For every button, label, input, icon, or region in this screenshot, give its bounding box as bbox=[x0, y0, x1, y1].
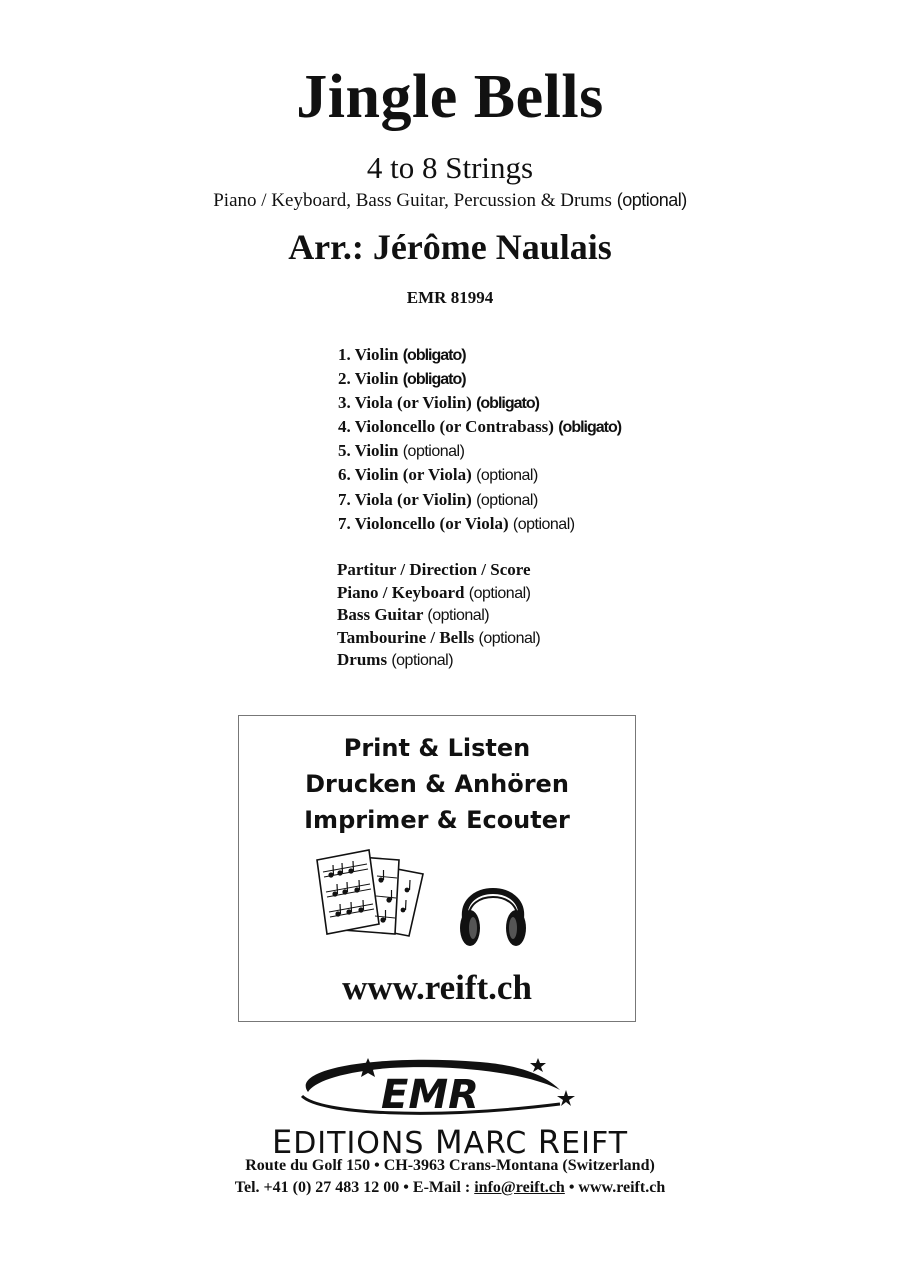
part-item bbox=[338, 391, 621, 415]
part-status: (obligato) bbox=[402, 371, 466, 389]
promo-line-german: Drucken & Anhören bbox=[305, 770, 569, 798]
part-name: 6. Violin (or Viola) bbox=[338, 465, 477, 485]
emr-logo bbox=[230, 1050, 590, 1122]
extra-part-status: (optional) bbox=[427, 607, 490, 625]
part-item bbox=[338, 343, 621, 367]
extra-part-status: (optional) bbox=[478, 629, 541, 647]
extra-part-name: Piano / Keyboard bbox=[337, 582, 469, 602]
headphones-icon bbox=[457, 868, 529, 952]
parts-list bbox=[338, 343, 621, 536]
extra-part-item bbox=[337, 604, 540, 627]
promo-line-english: Print & Listen bbox=[343, 734, 531, 762]
part-status: (optional) bbox=[476, 467, 538, 485]
catalog-number: EMR 81994 bbox=[406, 288, 494, 307]
part-item bbox=[338, 512, 621, 536]
promo-line-french: Imprimer & Ecouter bbox=[304, 806, 570, 834]
promo-url[interactable]: www.reift.ch bbox=[342, 968, 532, 1007]
part-item bbox=[338, 439, 621, 463]
part-status: (obligato) bbox=[476, 395, 539, 413]
publisher-address: Route du Golf 150 • CH-3963 Crans-Montana (Switzerland) bbox=[245, 1157, 655, 1174]
arranger: Arr.: Jérôme Naulais bbox=[288, 227, 612, 267]
page-title: Jingle Bells bbox=[296, 63, 604, 131]
extra-part-item bbox=[337, 582, 540, 605]
extras-list bbox=[337, 559, 540, 672]
extra-part-item bbox=[337, 649, 540, 672]
extra-part-status: (optional) bbox=[391, 652, 454, 670]
print-listen-box[interactable] bbox=[238, 715, 636, 1022]
part-name: 4. Violoncello (or Contrabass) bbox=[338, 417, 559, 437]
part-status: (obligato) bbox=[558, 419, 622, 437]
part-name: 5. Violin bbox=[338, 441, 403, 461]
extra-part-item bbox=[337, 559, 540, 582]
extra-part-status: (optional) bbox=[468, 584, 531, 602]
part-status: (obligato) bbox=[402, 347, 466, 364]
extra-part-item bbox=[337, 627, 540, 650]
extra-part-name: Bass Guitar bbox=[337, 605, 428, 625]
part-status: (optional) bbox=[476, 491, 538, 509]
instrumentation-note: (optional) bbox=[616, 190, 687, 210]
emr-logo-text: EMR bbox=[381, 1072, 479, 1118]
email-link[interactable]: info@reift.ch bbox=[474, 1179, 565, 1196]
publisher-name: EDITIONS MARC REIFT bbox=[271, 1123, 629, 1161]
extra-part-name: Tambourine / Bells bbox=[337, 627, 479, 647]
subtitle: 4 to 8 Strings bbox=[366, 150, 534, 185]
part-name: 7. Violoncello (or Viola) bbox=[338, 513, 513, 533]
sheet-music-icon bbox=[313, 846, 441, 942]
part-name: 2. Violin bbox=[338, 369, 403, 389]
part-item bbox=[338, 488, 621, 512]
publisher-contact: Tel. +41 (0) 27 483 12 00 • E-Mail : info@reift.ch • www.reift.ch bbox=[234, 1179, 666, 1196]
instrumentation-text: Piano / Keyboard, Bass Guitar, Percussion & Drums bbox=[213, 190, 617, 211]
part-item bbox=[338, 463, 621, 487]
part-status: (optional) bbox=[512, 515, 575, 533]
extra-part-name: Drums bbox=[337, 650, 392, 670]
instrumentation bbox=[0, 190, 900, 212]
part-item bbox=[338, 415, 621, 439]
extra-part-name: Partitur / Direction / Score bbox=[337, 560, 531, 579]
part-status: (optional) bbox=[402, 443, 465, 461]
part-name: 3. Viola (or Violin) bbox=[338, 393, 477, 413]
part-name: 7. Viola (or Violin) bbox=[338, 489, 477, 509]
part-item bbox=[338, 367, 621, 391]
part-name: 1. Violin bbox=[338, 345, 403, 364]
